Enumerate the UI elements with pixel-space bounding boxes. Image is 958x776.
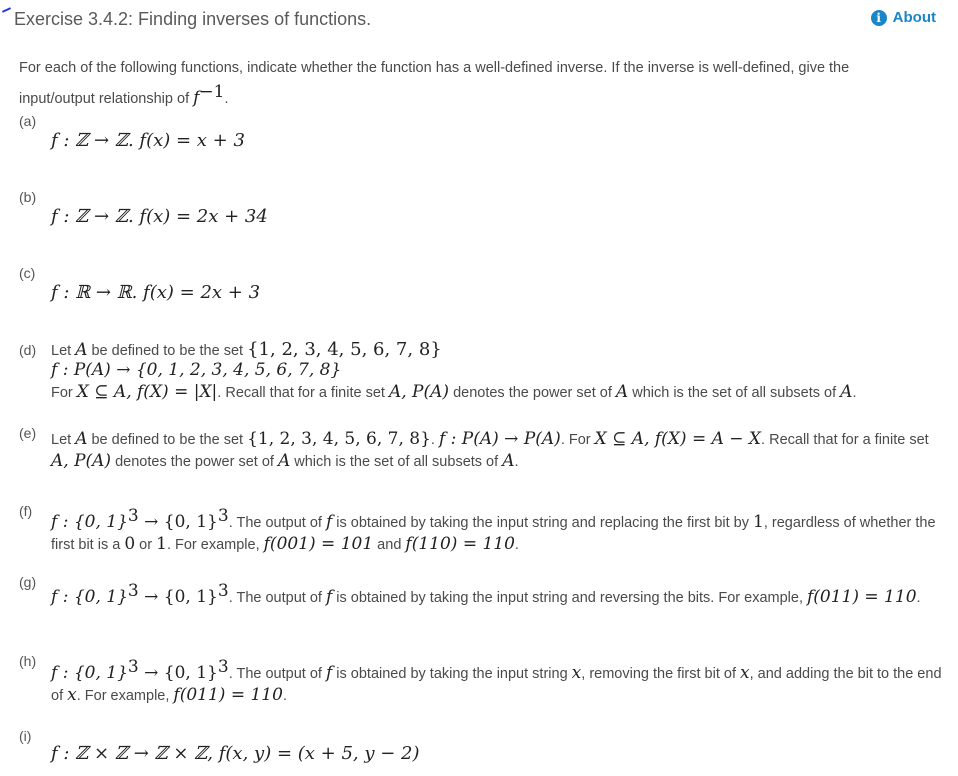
exercise-title: Exercise 3.4.2: Finding inverses of functions. — [14, 9, 372, 29]
item-d-label: (d) — [19, 342, 37, 358]
about-label: About — [892, 9, 936, 26]
item-d-line2: f : P(A) → {0, 1, 2, 3, 4, 5, 6, 7, 8} — [51, 360, 342, 380]
item-h-label: (h) — [19, 653, 37, 669]
instructions-sup: −1 — [199, 82, 225, 102]
item-b-label: (b) — [19, 189, 37, 205]
instructions-text: For each of the following functions, indicate whether the function has a well-defined inverse. If the inverse is well-defined, give the input/output relationship of — [19, 60, 850, 107]
item-a-math: f : ℤ → ℤ. f(x) = x + 3 — [51, 130, 245, 151]
info-icon: i — [871, 10, 887, 26]
item-d-line1: Let A be defined to be the set {1, 2, 3, 4, 5, 6, 7, 8} — [51, 339, 442, 360]
instructions-end: . — [224, 90, 229, 107]
item-e-text: Let A be defined to be the set {1, 2, 3, 4, 5, 6, 7, 8}. f : P(A) → P(A). For X ⊆ A, f(X) = A − X. Recall that for a finite set A, P(A) denotes the power set of A which is the set of all subsets of A. — [51, 429, 929, 471]
item-i-math: f : ℤ × ℤ → ℤ × ℤ, f(x, y) = (x + 5, y − 2) — [51, 743, 420, 764]
item-a-label: (a) — [19, 113, 37, 129]
item-g-label: (g) — [19, 574, 37, 590]
instructions — [19, 56, 919, 111]
item-f-label: (f) — [19, 503, 33, 519]
about-button[interactable] — [871, 9, 936, 26]
item-g-text: f : {0, 1}$^3$ → {0, 1}$^3$. The output of f is obtained by taking the input string and reversing the bits. For example, f(011) = 110. — [51, 581, 921, 607]
item-b-math: f : ℤ → ℤ. f(x) = 2x + 34 — [51, 206, 268, 227]
item-e-label: (e) — [19, 425, 37, 441]
item-d-line3: For X ⊆ A, f(X) = |X|. Recall that for a finite set A, P(A) denotes the power set of A which is the set of all subsets of A. — [51, 382, 857, 402]
item-i-label: (i) — [19, 728, 32, 744]
item-c-math: f : ℝ → ℝ. f(x) = 2x + 3 — [51, 282, 261, 303]
instructions-math: f — [193, 87, 200, 108]
progress-tick-mark — [2, 7, 11, 13]
item-f-text: f : {0, 1}$^3$ → {0, 1}$^3$. The output of f is obtained by taking the input string and replacing the first bit by 1, regardless of whether the first bit is a 0 or 1. For example, f(001) = 101 and f(110) = 110. — [51, 506, 936, 554]
item-c-label: (c) — [19, 265, 36, 281]
item-h-text: f : {0, 1}$^3$ → {0, 1}$^3$. The output of f is obtained by taking the input string x, removing the first bit of x, and adding the bit to the end of x. For example, f(011) = 110. — [51, 657, 942, 705]
